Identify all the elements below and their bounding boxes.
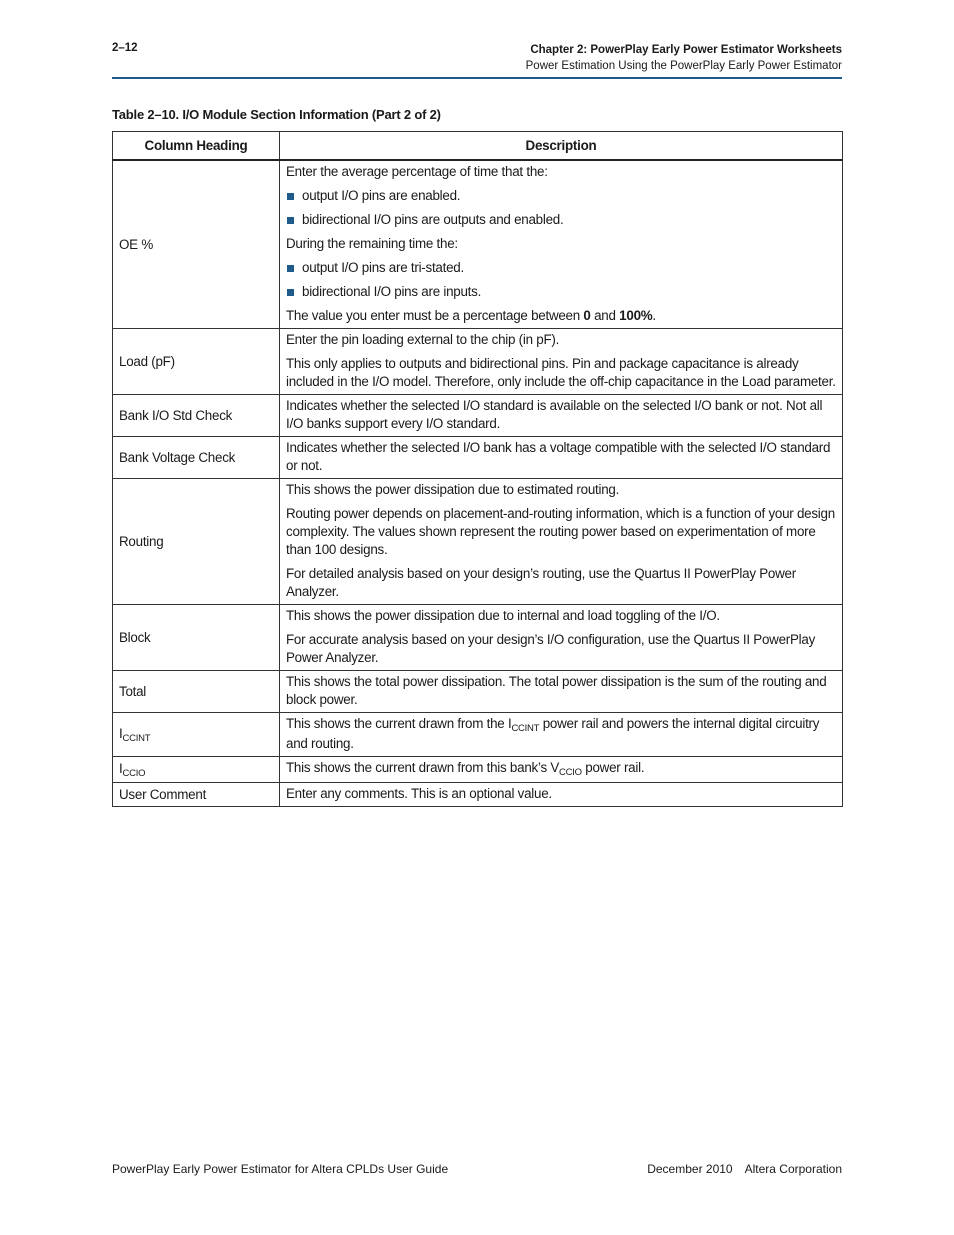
description-text: This shows the power dissipation due to estimated routing. xyxy=(286,482,620,497)
square-bullet-icon xyxy=(287,289,294,296)
text-segment: This shows the current drawn from this bank’s V xyxy=(286,760,560,775)
description-text: Indicates whether the selected I/O bank has a voltage compatible with the selected I/O standard or not. xyxy=(286,440,831,473)
row-heading: User Comment xyxy=(113,783,280,807)
bullet-item xyxy=(286,259,836,277)
section-title: Power Estimation Using the PowerPlay Early Power Estimator xyxy=(525,60,842,72)
description-text: Enter any comments. This is an optional value. xyxy=(286,786,552,801)
page-number: 2–12 xyxy=(112,42,138,54)
io-module-table xyxy=(112,131,843,807)
table-row xyxy=(113,160,843,329)
description-text xyxy=(286,307,836,325)
description-text xyxy=(286,715,836,753)
symbol-main: I xyxy=(119,725,123,741)
description-text: This only applies to outputs and bidirectional pins. Pin and package capacitance is already included in the I/O model. Therefore, only include the off-chip capacitance in the Load parameter. xyxy=(286,356,836,389)
running-header xyxy=(526,42,842,74)
footer-date: December 2010 xyxy=(647,1162,733,1176)
bullet-text: output I/O pins are tri-stated. xyxy=(302,260,464,275)
footer-company: Altera Corporation xyxy=(744,1162,842,1176)
square-bullet-icon xyxy=(287,193,294,200)
table-row xyxy=(113,757,843,783)
description-text: Indicates whether the selected I/O standard is available on the selected I/O bank or not. Not all I/O banks support every I/O standard. xyxy=(286,398,823,431)
text-segment: This shows the current drawn from the I xyxy=(286,716,512,731)
description-text: Enter the pin loading external to the chip (in pF). xyxy=(286,332,560,347)
table-row xyxy=(113,479,843,605)
row-description xyxy=(280,479,843,605)
bold-value: 100% xyxy=(619,308,653,323)
header-rule xyxy=(112,77,842,79)
table-row xyxy=(113,671,843,713)
footer-title: PowerPlay Early Power Estimator for Altera CPLDs User Guide xyxy=(112,1162,449,1176)
row-description xyxy=(280,713,843,757)
row-heading: Bank I/O Std Check xyxy=(113,395,280,437)
row-heading: Bank Voltage Check xyxy=(113,437,280,479)
description-text: This shows the power dissipation due to internal and load toggling of the I/O. xyxy=(286,608,720,623)
text-segment: and xyxy=(590,308,620,323)
row-heading: OE % xyxy=(113,160,280,329)
row-description xyxy=(280,671,843,713)
description-text: During the remaining time the: xyxy=(286,236,458,251)
text-segment: The value you enter must be a percentage between xyxy=(286,308,584,323)
symbol-subscript: CCIO xyxy=(559,767,582,778)
table-caption: Table 2–10. I/O Module Section Information (Part 2 of 2) xyxy=(112,107,441,122)
row-description xyxy=(280,437,843,479)
row-description xyxy=(280,783,843,807)
row-description xyxy=(280,395,843,437)
description-header: Description xyxy=(280,132,843,161)
row-description xyxy=(280,329,843,395)
symbol-subscript: CCINT xyxy=(511,723,540,734)
bullet-item xyxy=(286,283,836,301)
table-row xyxy=(113,437,843,479)
symbol-subscript: CCINT xyxy=(122,732,151,744)
bullet-text: bidirectional I/O pins are outputs and enabled. xyxy=(302,212,564,227)
description-text: For accurate analysis based on your design’s I/O configuration, use the Quartus II PowerPlay Power Analyzer. xyxy=(286,632,816,665)
table-row xyxy=(113,713,843,757)
row-heading xyxy=(113,757,280,783)
bullet-text: output I/O pins are enabled. xyxy=(302,188,461,203)
description-text xyxy=(286,759,836,779)
symbol-subscript: CCIO xyxy=(122,767,146,779)
row-heading: Total xyxy=(113,671,280,713)
bullet-item xyxy=(286,211,836,229)
row-heading: Load (pF) xyxy=(113,329,280,395)
table-row xyxy=(113,395,843,437)
symbol-main: I xyxy=(119,760,123,776)
row-description xyxy=(280,160,843,329)
row-description xyxy=(280,605,843,671)
square-bullet-icon xyxy=(287,265,294,272)
chapter-title: Chapter 2: PowerPlay Early Power Estimator Worksheets xyxy=(530,44,842,56)
row-description xyxy=(280,757,843,783)
footer-right xyxy=(647,1162,842,1176)
bold-value: 0 xyxy=(583,308,591,323)
square-bullet-icon xyxy=(287,217,294,224)
description-text: This shows the total power dissipation. The total power dissipation is the sum of the routing and block power. xyxy=(286,674,827,707)
table-header-row xyxy=(113,132,843,161)
table-row xyxy=(113,783,843,807)
description-text: For detailed analysis based on your design’s routing, use the Quartus II PowerPlay Power Analyzer. xyxy=(286,566,796,599)
row-heading: Routing xyxy=(113,479,280,605)
description-text: Enter the average percentage of time that the: xyxy=(286,164,548,179)
text-segment: power rail. xyxy=(581,760,645,775)
bullet-item xyxy=(286,187,836,205)
row-heading: Block xyxy=(113,605,280,671)
table-row xyxy=(113,605,843,671)
text-segment: . xyxy=(652,308,656,323)
table-row xyxy=(113,329,843,395)
text-segment: power rail and powers the internal digital circuitry and routing. xyxy=(286,716,820,751)
bullet-text: bidirectional I/O pins are inputs. xyxy=(302,284,482,299)
column-heading-header: Column Heading xyxy=(113,132,280,161)
description-text: Routing power depends on placement-and-routing information, which is a function of your design complexity. The values shown represent the routing power based on experimentation of more than 100 designs. xyxy=(286,506,835,557)
row-heading xyxy=(113,713,280,757)
